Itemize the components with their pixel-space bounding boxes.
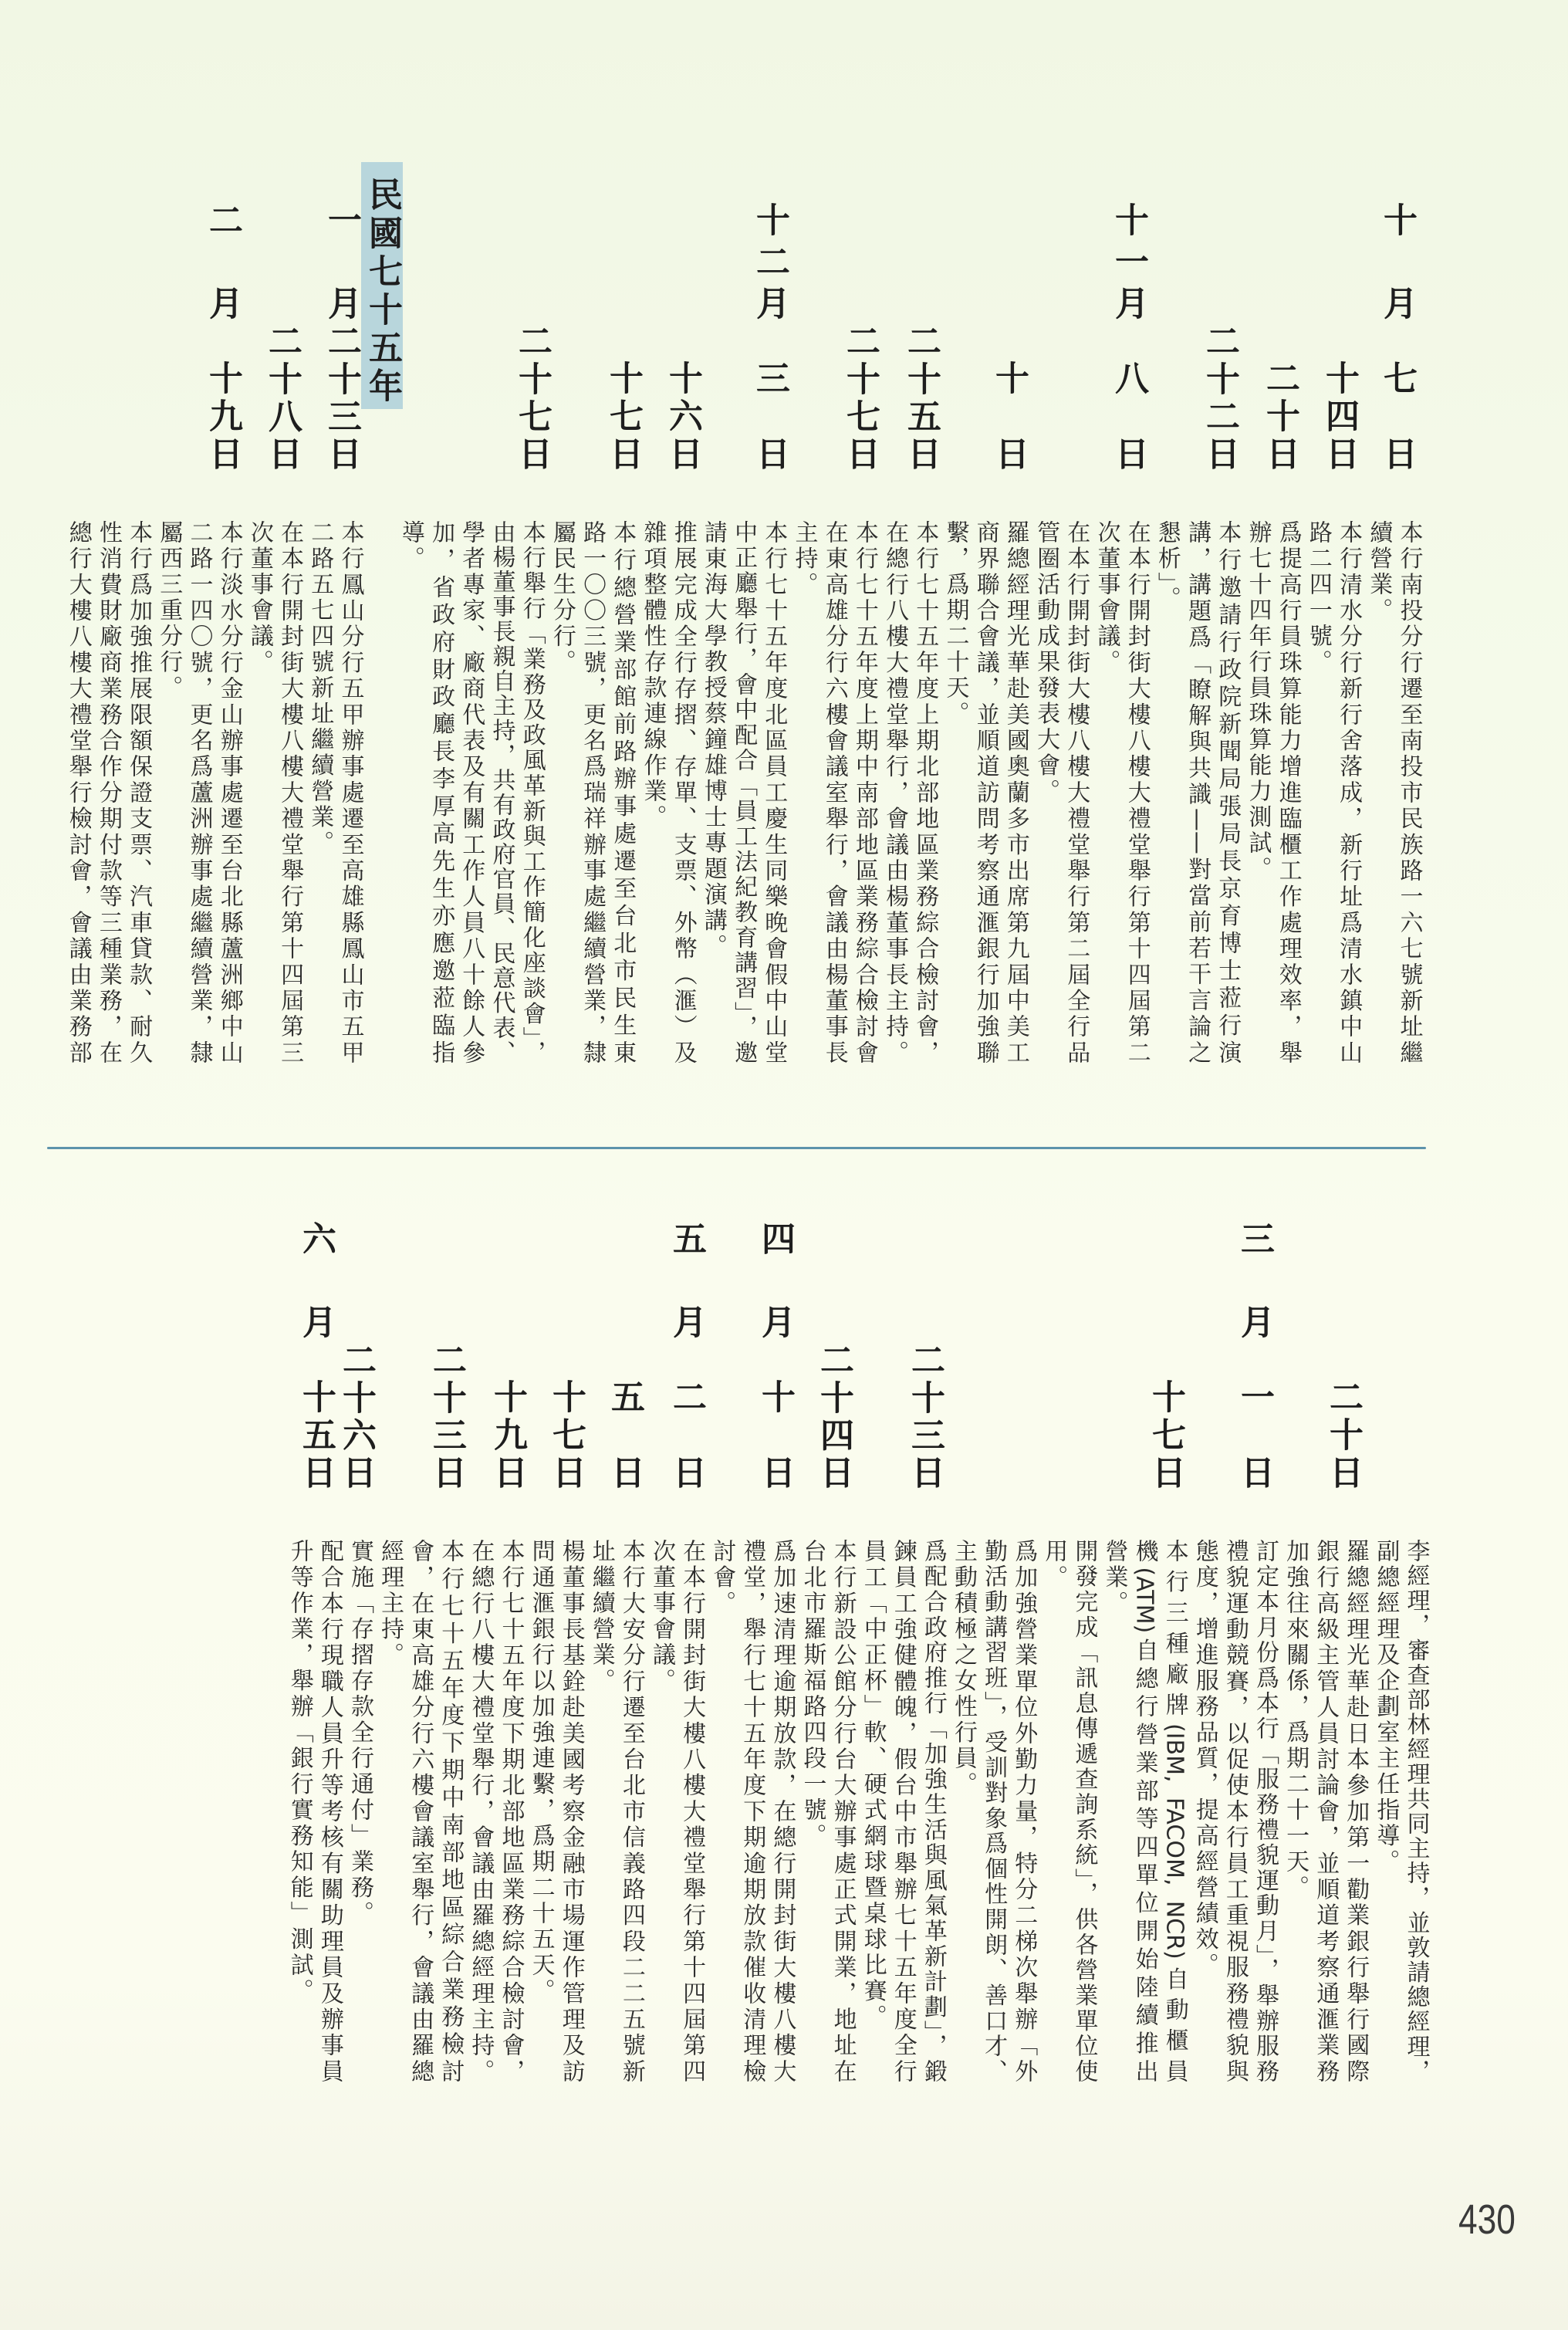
date-label: [297, 1019, 334, 1497]
text-column: 會，在東高雄分行六樓會議室舉行，會議由羅總: [407, 1539, 434, 2082]
text-column: 禮堂，舉行七十五年度下期逾期放款催收清理檢: [738, 1539, 766, 2082]
date-day: 十九日: [488, 1379, 527, 1489]
text-column: 路一〇〇三號，更名爲瑞祥辦事處繼續營業，隸: [579, 520, 607, 1064]
text-column: 勤活動講習班」，受訓對象爲個性開朗、善口才、: [980, 1539, 1008, 2082]
text-column: 本行七十五年度上期北部地區業務綜合檢討會，: [911, 520, 939, 1064]
text-column: 開發完成「訊息傳遞查詢系統」，供各營業單位使: [1070, 1539, 1098, 2082]
date-label: [664, 0, 701, 479]
text-column: 屬西三重分行。: [155, 520, 183, 702]
date-label: [1235, 1019, 1272, 1497]
text-column: 加，省政府財政廳長李厚高先生亦應邀蒞臨指: [427, 520, 455, 1064]
text-column: 管圈活動成果發表大會。: [1032, 520, 1060, 805]
text-column: 次董事會議。: [648, 1539, 675, 1694]
text-column: 爲加強營業單位外勤力量，特分二梯次舉辦「外: [1010, 1539, 1038, 2082]
text-column: 爲加速清理逾期放款，在總行開封街大樓八樓大: [769, 1539, 796, 2082]
date-label: [488, 1019, 525, 1497]
text-column: 羅總經理光華赴日本參加第一勸業銀行舉行國際: [1342, 1539, 1370, 2082]
lower-chronicle-section: [0, 1019, 1568, 2161]
date-day: 十六日: [663, 360, 702, 470]
date-month: 三月: [1235, 1221, 1274, 1338]
text-column: 主持。: [790, 520, 818, 598]
text-column: 本行清水分行新行舍落成，新行址爲清水鎮中山: [1335, 520, 1363, 1064]
text-column: 本行舉行「業務及政風革新與工作簡化座談會」，: [518, 520, 546, 1064]
text-column: 本行七十五年度下期中南部地區綜合業務檢討: [437, 1539, 465, 2082]
date-label: [841, 0, 878, 479]
text-column: 爲配合政府推行「加強生活與風氣革新計劃」，鍛: [919, 1539, 947, 2082]
text-column: 路二四一號。: [1304, 520, 1332, 675]
date-label: [263, 0, 300, 479]
date-day: 二十三日: [905, 1342, 945, 1489]
text-column: 懇析」。: [1153, 520, 1181, 612]
text-column: 本行鳳山分行五甲辦事處遷至高雄縣鳳山市五甲: [336, 520, 364, 1064]
text-column: 本行淡水分行金山辦事處遷至台北縣蘆洲鄉中山: [215, 520, 243, 1064]
date-month: 十一月: [1109, 202, 1148, 320]
date-label: [756, 1019, 793, 1497]
date-day: 十七日: [546, 1379, 586, 1489]
date-month: 一月: [322, 202, 361, 320]
text-column: 經理主持。: [377, 1539, 404, 1669]
date-label: [1147, 1019, 1184, 1497]
text-column: 態度，增進服務品質，提高經營績效。: [1191, 1539, 1218, 1979]
date-day: 二十七日: [512, 323, 552, 470]
date-label: [606, 1019, 643, 1497]
text-column: 本行七十五年度上期中南部地區業務綜合檢討會: [850, 520, 878, 1064]
date-label: [667, 1019, 705, 1497]
text-column: 中正廳舉行，會中配合「員工法紀教育講習」，邀: [730, 520, 758, 1064]
date-day: 二十三日: [322, 323, 361, 470]
text-column: 二路五七四號新址繼續營業。: [306, 520, 334, 857]
text-column: 辦七十四年行員珠算能力測試。: [1244, 520, 1272, 882]
year-text: 民國七十五年: [363, 177, 402, 402]
date-day: 十日: [755, 1379, 795, 1489]
date-day: 七日: [1377, 360, 1417, 470]
text-column: 營業。: [1100, 1539, 1128, 1617]
text-column: 用。: [1040, 1539, 1068, 1591]
date-day: 一日: [1235, 1379, 1274, 1489]
date-day: 十四日: [1320, 360, 1359, 470]
text-column: 址繼續營業。: [587, 1539, 615, 1694]
date-label: [1201, 0, 1238, 479]
text-column: 推展完成全行存摺、存單、支票、外幣（滙）及: [669, 520, 697, 1064]
text-column: 本行七十五年度下期北部地區業務綜合檢討會，: [497, 1539, 525, 2082]
text-column: 員工「中正杯」軟、硬式網球暨桌球比賽。: [859, 1539, 887, 2031]
date-month: 二月: [203, 202, 242, 320]
date-day: 二十三日: [427, 1342, 466, 1489]
text-column: 問通滙銀行以加強連繫，爲期二十五天。: [527, 1539, 555, 2004]
page-number: 430: [1458, 2196, 1516, 2243]
text-column: 銀行高級主管人員討論會，並順道考察通滙業務: [1312, 1539, 1340, 2082]
date-day: 十日: [989, 360, 1029, 470]
date-day: 八日: [1109, 360, 1148, 470]
date-day: 三日: [750, 360, 789, 470]
date-month: 六月: [296, 1221, 336, 1338]
text-column: 本行南投分行遷至南投市民族路一六七號新址繼: [1395, 520, 1423, 1064]
text-column: 升等作業，舉辦「銀行實務知能」測試。: [286, 1539, 313, 2004]
text-column: 商界聯合會議，並順道訪問考察通滙銀行加強聯: [972, 520, 999, 1064]
text-column: 續營業。: [1365, 520, 1393, 624]
date-day: 十五日: [296, 1379, 336, 1489]
text-column: 爲提高行員珠算能力增進臨櫃工作處理效率，舉: [1274, 520, 1302, 1064]
text-column: 總行大樓八樓大禮堂舉行檢討會，會議由業務部: [64, 520, 92, 1064]
date-label: [1110, 0, 1147, 479]
date-day: 二十五日: [901, 323, 941, 470]
text-column: 主動積極之女性行員。: [950, 1539, 977, 1797]
date-month: 五月: [667, 1221, 706, 1338]
text-column: 學者專家、廠商代表及有關工作人員八十餘人參: [458, 520, 485, 1064]
date-label: [815, 1019, 852, 1497]
date-label: [990, 0, 1027, 479]
text-column: 在本行開封街大樓八樓大禮堂舉行第十四屆第三: [276, 520, 304, 1064]
text-column: 講，講題爲「瞭解與共識——對當前若干言論之: [1184, 520, 1211, 1064]
text-column: 台北市羅斯福路四段一號。: [799, 1539, 826, 1849]
text-column: 在總行八樓大禮堂舉行，會議由楊董事長主持。: [881, 520, 909, 1064]
text-column: 在本行開封街大樓八樓大禮堂舉行第二屆全行品: [1063, 520, 1090, 1064]
date-label: [547, 1019, 584, 1497]
date-month: 十二月: [750, 202, 789, 320]
text-column: 性消費財廠商業務合作分期付款等三種業務，在: [94, 520, 122, 1064]
text-column: 加強往來關係，爲期二十一天。: [1282, 1539, 1309, 1901]
text-column: 實施「存摺存款全行通付」業務。: [346, 1539, 373, 1927]
date-label: [906, 1019, 943, 1497]
text-column: 在東高雄分行六樓會議室舉行，會議由楊董事長: [820, 520, 848, 1064]
date-label: [604, 0, 641, 479]
date-label: [1261, 0, 1298, 479]
text-column: 配合本行現職人員升等考核有關助理員及辦事員: [316, 1539, 343, 2082]
text-column: 次董事會議。: [245, 520, 273, 675]
text-column: 雜項整體性存款連線作業。: [639, 520, 667, 830]
date-label: [751, 0, 788, 479]
date-label: [902, 0, 939, 479]
date-label: [1378, 0, 1415, 479]
text-column: 繫，爲期二十天。: [941, 520, 969, 727]
text-column: 鍊員工強健體魄，假台中市舉辦七十五年度全行: [889, 1539, 917, 2082]
text-column: 請東海大學教授蔡鐘雄博士專題演講。: [699, 520, 727, 960]
text-column: 禮貌運動競賽，以促使本行員工重視服務禮貌與: [1221, 1539, 1249, 2082]
date-day: 十七日: [603, 360, 643, 470]
date-label: [427, 1019, 465, 1497]
date-label: [337, 1019, 374, 1497]
date-day: 二十六日: [336, 1342, 376, 1489]
text-column: 本行大安分行遷至台北市信義路四段二二五號新: [617, 1539, 645, 2082]
text-column: 二路一四〇號，更名爲蘆洲辦事處繼續營業，隸: [185, 520, 213, 1064]
text-column: 在本行開封街大樓八樓大禮堂舉行第十四屆第四: [678, 1539, 706, 2082]
text-column: 屬民生分行。: [548, 520, 576, 675]
text-column: 討會。: [708, 1539, 736, 1617]
text-column: 在本行開封街大樓八樓大禮堂舉行第十四屆第二: [1123, 520, 1151, 1064]
text-column: 副總經理及企劃室主任指導。: [1372, 1539, 1400, 1875]
date-label: [513, 0, 550, 479]
date-day: 五日: [605, 1379, 644, 1489]
text-column: 機(ATM)自總行營業部等四單位開始陸續推出: [1130, 1539, 1158, 2082]
text-column: 次董事會議。: [1093, 520, 1120, 675]
text-column: 訂定本月份爲本行「服務禮貌運動月」，舉辦服務: [1252, 1539, 1279, 2082]
text-column: 本行新設公館分行台大辦事處正式開業，地址在: [829, 1539, 857, 2082]
year-highlight-label: [361, 162, 403, 409]
upper-chronicle-section: [0, 0, 1568, 1142]
text-column: 本行七十五年度北區員工慶生同樂晚會假中山堂: [760, 520, 788, 1064]
text-column: 本行三種廠牌(IBM, FACOM, NCR)自動櫃員: [1161, 1539, 1188, 2082]
text-column: 本行邀請行政院新聞局張局長京育博士蒞行演: [1214, 520, 1242, 1064]
text-column: 由楊董事長親自主持，共有政府官員、民意代表、: [488, 520, 515, 1064]
date-day: 二十四日: [814, 1342, 853, 1489]
text-column: 本行總營業部館前路辦事處遷至台北市民生東: [609, 520, 637, 1064]
date-day: 二十七日: [840, 323, 880, 470]
date-day: 二十日: [1260, 360, 1299, 470]
date-day: 二十八日: [262, 323, 302, 470]
date-day: 二日: [667, 1379, 706, 1489]
text-column: 李經理，審查部林經理共同主持，並敦請總經理，: [1402, 1539, 1430, 2082]
text-column: 本行爲加強推展限額保證支票、汽車貸款、耐久: [125, 520, 153, 1064]
date-label: [1320, 0, 1357, 479]
date-month: 四月: [755, 1221, 795, 1338]
date-label: [1324, 1019, 1361, 1497]
date-month: 十月: [1377, 202, 1417, 320]
date-day: 二十日: [1323, 1379, 1363, 1489]
text-column: 在總行八樓大禮堂舉行，會議由羅總經理主持。: [467, 1539, 495, 2082]
date-label: [323, 0, 360, 479]
date-label: [204, 0, 241, 479]
date-day: 二十二日: [1200, 323, 1239, 470]
date-day: 十九日: [203, 360, 242, 470]
text-column: 羅總經理光華赴美國奧蘭多市出席第九屆中美工: [1002, 520, 1029, 1064]
date-day: 十七日: [1146, 1379, 1185, 1489]
text-column: 楊董事長基銓赴美國考察金融市場運作管理及訪: [557, 1539, 585, 2082]
text-column: 導。: [397, 520, 424, 572]
